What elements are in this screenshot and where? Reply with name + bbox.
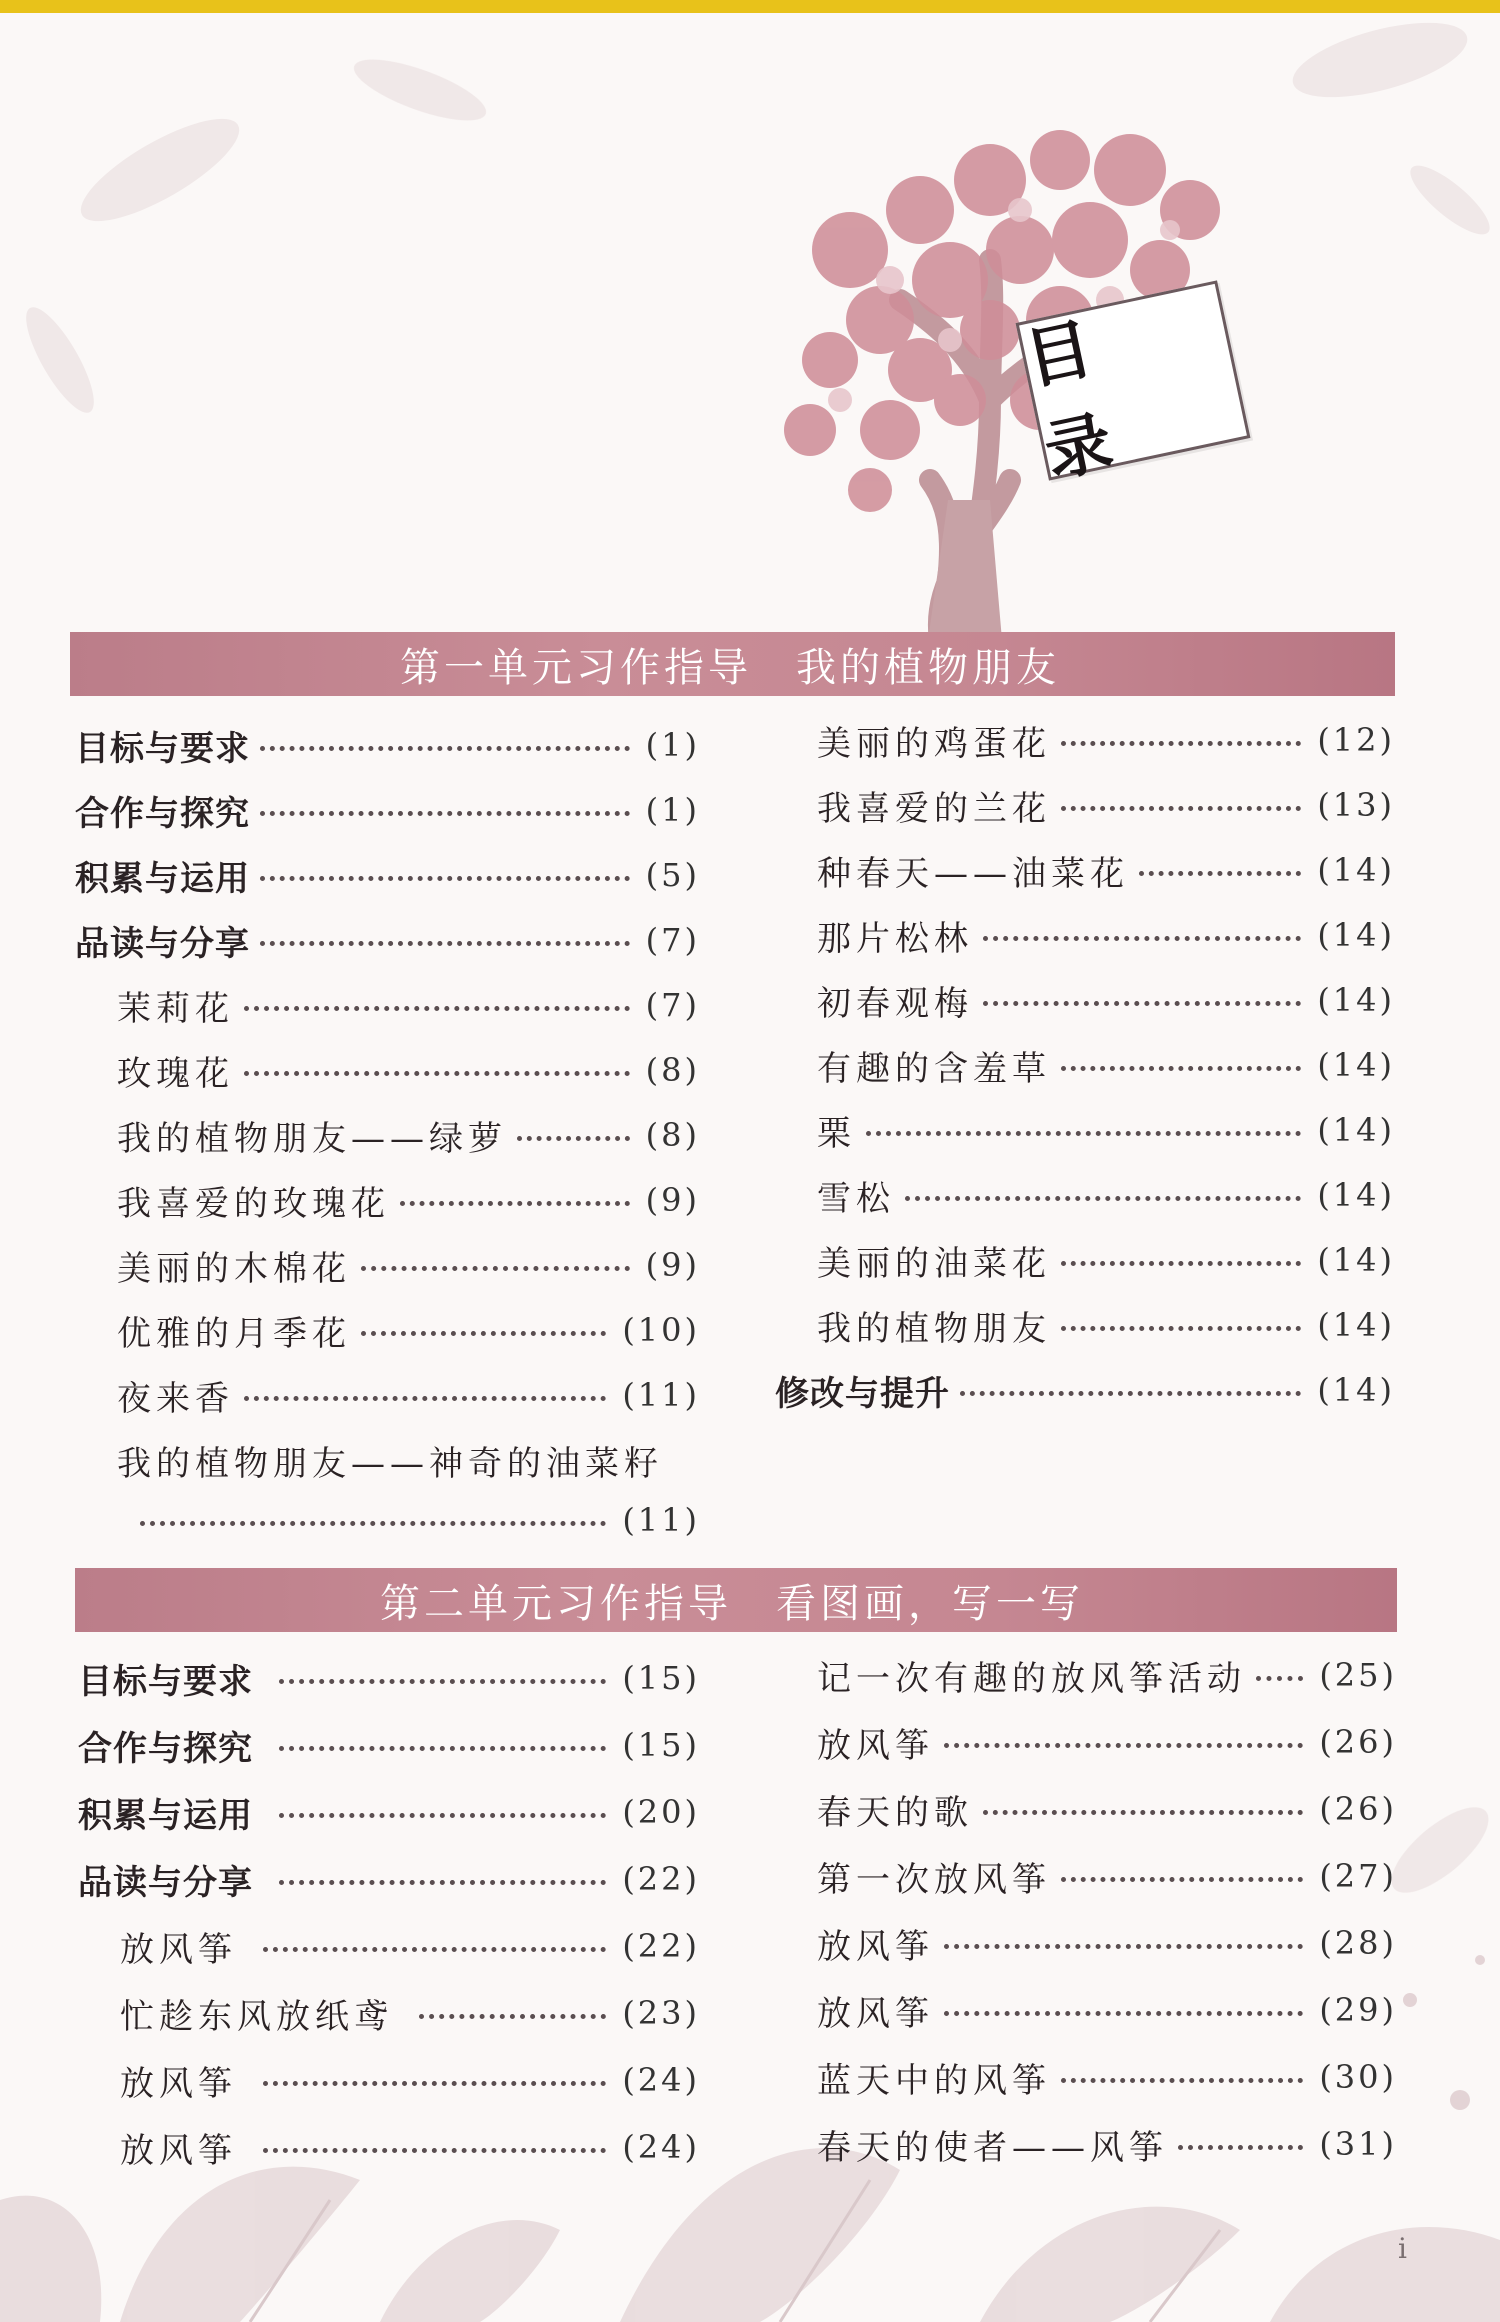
leader-dots <box>279 1677 606 1684</box>
entry-page: (24) <box>622 2061 700 2099</box>
entry-page: (20) <box>622 1793 700 1831</box>
entry-page: (9) <box>645 1246 700 1284</box>
leader-dots <box>244 1069 630 1076</box>
leader-dots <box>260 744 630 751</box>
entry-label: 品读与分享 <box>78 1862 253 1903</box>
unit-2-header <box>75 1568 1397 1632</box>
toc-entry-continuation[interactable] <box>75 1490 700 1550</box>
entry-label: 积累与运用 <box>78 1795 253 1836</box>
leader-dots <box>361 1264 630 1271</box>
entry-label: 雪松 <box>817 1178 895 1219</box>
leader-dots <box>263 2079 606 2086</box>
entry-page: (13) <box>1317 786 1395 824</box>
leader-dots <box>260 874 630 881</box>
toc-entry[interactable] <box>775 2114 1397 2174</box>
page-number: i <box>1398 2232 1407 2265</box>
toc-entry[interactable] <box>775 1100 1395 1160</box>
toc-entry[interactable] <box>75 1235 700 1295</box>
entry-label: 记一次有趣的放风筝活动 <box>817 1658 1246 1699</box>
entry-label: 美丽的油菜花 <box>817 1243 1051 1284</box>
entry-page: (14) <box>1317 1176 1395 1214</box>
entry-label: 积累与运用 <box>75 858 250 899</box>
entry-page: (22) <box>622 1927 700 1965</box>
entry-page: (14) <box>1317 981 1395 1019</box>
entry-page: (30) <box>1319 2058 1397 2096</box>
entry-page: (14) <box>1317 916 1395 954</box>
entry-label: 玫瑰花 <box>117 1053 234 1094</box>
entry-label: 品读与分享 <box>75 923 250 964</box>
entry-label: 目标与要求 <box>75 728 250 769</box>
leader-dots <box>944 2009 1303 2016</box>
toc-entry[interactable] <box>775 1360 1395 1420</box>
leader-dots <box>1061 1324 1301 1331</box>
toc-entry[interactable] <box>775 1165 1395 1225</box>
entry-label: 合作与探究 <box>75 793 250 834</box>
entry-page: (7) <box>645 986 700 1024</box>
entry-page: (29) <box>1319 1991 1397 2029</box>
entry-label: 夜来香 <box>117 1378 234 1419</box>
leader-dots <box>279 1744 606 1751</box>
entry-label: 我喜爱的玫瑰花 <box>117 1183 390 1224</box>
toc-entry[interactable] <box>75 1300 700 1360</box>
leader-dots <box>1139 869 1301 876</box>
entry-page: (5) <box>645 856 700 894</box>
leader-dots <box>263 1945 606 1952</box>
entry-label: 春天的歌 <box>817 1792 973 1833</box>
toc-entry[interactable] <box>775 1295 1395 1355</box>
leader-dots <box>866 1129 1301 1136</box>
entry-label: 目标与要求 <box>78 1661 253 1702</box>
entry-label: 美丽的鸡蛋花 <box>817 723 1051 764</box>
entry-page: (23) <box>622 1994 700 2032</box>
toc-entry[interactable] <box>775 970 1395 1030</box>
leader-dots <box>905 1194 1301 1201</box>
toc-entry[interactable] <box>775 1230 1395 1290</box>
entry-page: (14) <box>1317 1046 1395 1084</box>
entry-page: (14) <box>1317 1111 1395 1149</box>
entry-label: 种春天——油菜花 <box>817 853 1129 894</box>
entry-page: (1) <box>645 726 700 764</box>
entry-page: (24) <box>622 2128 700 2166</box>
toc-entry[interactable] <box>78 1715 700 1775</box>
entry-page: (27) <box>1319 1857 1397 1895</box>
entry-page: (8) <box>645 1051 700 1089</box>
toc-entry[interactable] <box>78 1648 700 1708</box>
entry-label: 放风筝 <box>817 1926 934 1967</box>
leader-dots <box>944 1741 1303 1748</box>
toc-entry[interactable] <box>775 2047 1397 2107</box>
entry-page: (22) <box>622 1860 700 1898</box>
leader-dots <box>279 1811 606 1818</box>
toc-entry[interactable] <box>78 1849 700 1909</box>
entry-label: 我的植物朋友——绿萝 <box>117 1118 507 1159</box>
toc-entry[interactable] <box>775 1645 1397 1705</box>
toc-entry[interactable] <box>75 975 700 1035</box>
entry-page: (1) <box>645 791 700 829</box>
unit-1-title: 第一单元习作指导 我的植物朋友 <box>400 644 1060 691</box>
toc-entry[interactable] <box>75 1040 700 1100</box>
entry-page: (26) <box>1319 1790 1397 1828</box>
leader-dots <box>244 1004 630 1011</box>
toc-entry[interactable] <box>775 1712 1397 1772</box>
toc-entry[interactable] <box>775 905 1395 965</box>
entry-label: 修改与提升 <box>775 1373 950 1414</box>
entry-label: 第一次放风筝 <box>817 1859 1051 1900</box>
entry-page: (15) <box>622 1659 700 1697</box>
leader-dots <box>1061 739 1301 746</box>
entry-label: 那片松林 <box>817 918 973 959</box>
leader-dots <box>1178 2143 1303 2150</box>
entry-page: (11) <box>622 1501 700 1539</box>
leader-dots <box>1061 1875 1303 1882</box>
leader-dots <box>260 939 630 946</box>
entry-label: 放风筝 <box>120 1929 237 1970</box>
unit-2-title: 第二单元习作指导 看图画，写一写 <box>380 1580 1084 1627</box>
toc-entry[interactable] <box>75 1170 700 1230</box>
toc-entry[interactable] <box>78 1983 700 2043</box>
entry-label: 春天的使者——风筝 <box>817 2127 1168 2168</box>
table-of-contents-title-card <box>1016 280 1251 492</box>
leader-dots <box>983 934 1301 941</box>
entry-label: 我的植物朋友 <box>817 1308 1051 1349</box>
leader-dots <box>517 1134 630 1141</box>
entry-label: 优雅的月季花 <box>117 1313 351 1354</box>
toc-entry[interactable] <box>78 2050 700 2110</box>
page-title: 目 录 <box>1018 305 1137 492</box>
toc-entry[interactable] <box>75 845 700 905</box>
entry-page: (14) <box>1317 1371 1395 1409</box>
entry-label: 我喜爱的兰花 <box>817 788 1051 829</box>
entry-page: (28) <box>1319 1924 1397 1962</box>
toc-entry[interactable] <box>775 1779 1397 1839</box>
entry-label: 忙趁东风放纸鸢 <box>120 1996 393 2037</box>
entry-page: (14) <box>1317 851 1395 889</box>
toc-entry[interactable] <box>775 1980 1397 2040</box>
leader-dots <box>944 1942 1303 1949</box>
leader-dots <box>400 1199 630 1206</box>
entry-label: 放风筝 <box>120 2063 237 2104</box>
toc-entry[interactable] <box>775 775 1395 835</box>
entry-page: (31) <box>1319 2125 1397 2163</box>
toc-entry[interactable] <box>75 780 700 840</box>
leader-dots <box>960 1389 1301 1396</box>
toc-entry[interactable] <box>775 1846 1397 1906</box>
entry-page: (25) <box>1319 1656 1397 1694</box>
leader-dots <box>263 2146 606 2153</box>
entry-page: (14) <box>1317 1306 1395 1344</box>
entry-page: (11) <box>622 1376 700 1414</box>
toc-entry[interactable] <box>775 1035 1395 1095</box>
toc-entry[interactable] <box>78 1916 700 1976</box>
entry-label: 有趣的含羞草 <box>817 1048 1051 1089</box>
leader-dots <box>244 1394 606 1401</box>
leader-dots <box>279 1878 606 1885</box>
entry-label: 初春观梅 <box>817 983 973 1024</box>
entry-label: 栗 <box>817 1113 856 1154</box>
entry-page: (9) <box>645 1181 700 1219</box>
entry-label: 蓝天中的风筝 <box>817 2060 1051 2101</box>
toc-entry[interactable] <box>775 840 1395 900</box>
entry-label: 合作与探究 <box>78 1728 253 1769</box>
entry-label: 我的植物朋友——神奇的油菜籽 <box>117 1443 663 1484</box>
leader-dots <box>1061 2076 1303 2083</box>
toc-entry[interactable] <box>75 1430 700 1490</box>
leader-dots <box>983 999 1301 1006</box>
entry-label: 美丽的木棉花 <box>117 1248 351 1289</box>
entry-label: 放风筝 <box>120 2130 237 2171</box>
leader-dots <box>1256 1674 1303 1681</box>
entry-label: 放风筝 <box>817 1993 934 2034</box>
leader-dots <box>361 1329 606 1336</box>
leader-dots <box>1061 804 1301 811</box>
toc-entry[interactable] <box>75 1105 700 1165</box>
entry-page: (10) <box>622 1311 700 1349</box>
unit-1-header <box>70 632 1395 696</box>
toc-entry[interactable] <box>75 715 700 775</box>
entry-page: (8) <box>645 1116 700 1154</box>
toc-entry[interactable] <box>78 1782 700 1842</box>
entry-page: (15) <box>622 1726 700 1764</box>
entry-page: (12) <box>1317 721 1395 759</box>
entry-page: (26) <box>1319 1723 1397 1761</box>
entry-page: (7) <box>645 921 700 959</box>
entry-label: 放风筝 <box>817 1725 934 1766</box>
toc-entry[interactable] <box>75 910 700 970</box>
entry-label: 茉莉花 <box>117 988 234 1029</box>
toc-entry[interactable] <box>775 710 1395 770</box>
leader-dots <box>1061 1259 1301 1266</box>
toc-entry[interactable] <box>75 1365 700 1425</box>
toc-entry[interactable] <box>78 2117 700 2177</box>
toc-entry[interactable] <box>775 1913 1397 1973</box>
leader-dots <box>260 809 630 816</box>
leader-dots <box>419 2012 606 2019</box>
entry-page: (14) <box>1317 1241 1395 1279</box>
leader-dots <box>140 1519 606 1526</box>
leader-dots <box>1061 1064 1301 1071</box>
leader-dots <box>983 1808 1303 1815</box>
